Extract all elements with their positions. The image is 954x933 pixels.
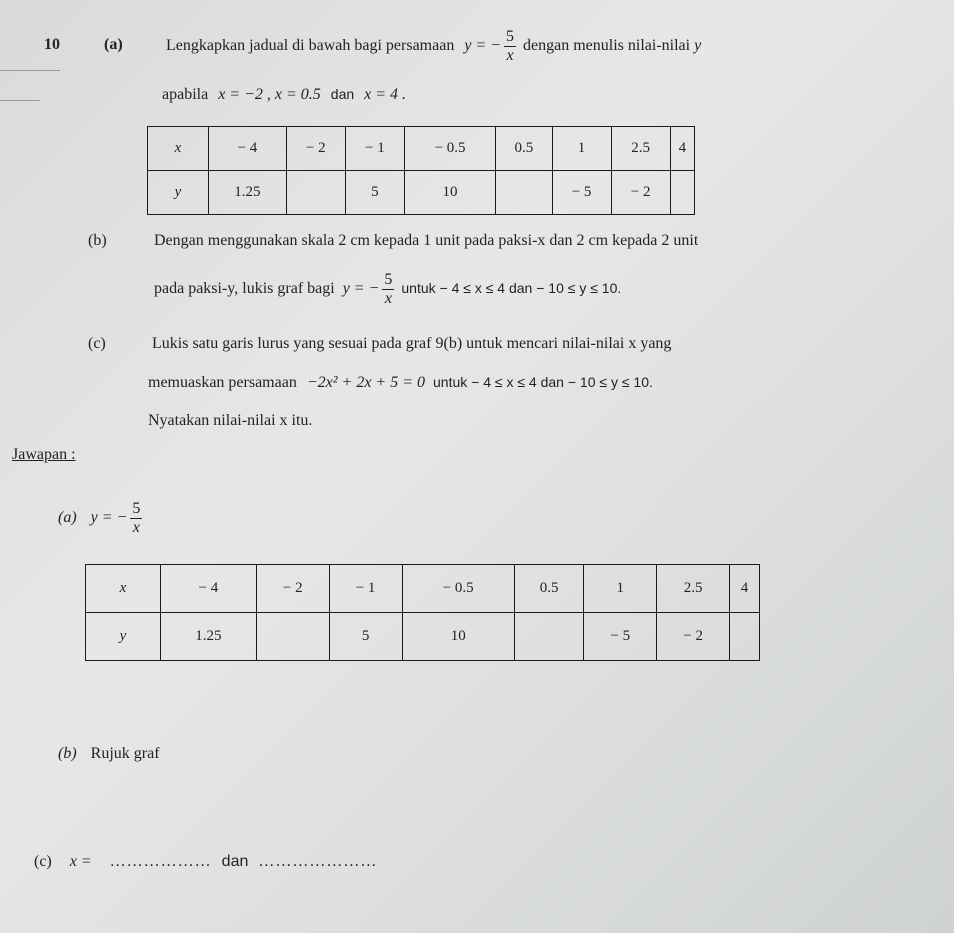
part-a-label: (a) <box>104 36 123 53</box>
answer-part-c-label: (c) <box>34 853 52 870</box>
answer-part-b-label: (b) <box>58 745 77 762</box>
answer-heading: Jawapan : <box>12 446 76 463</box>
answer-table-y-row <box>86 613 760 661</box>
table-cell: 1 <box>552 127 611 171</box>
table-cell: − 2 <box>657 613 730 661</box>
page-edge-mark <box>0 70 60 71</box>
answer-blank-2[interactable]: ………………… <box>258 853 378 870</box>
table-cell: 10 <box>402 613 514 661</box>
part-a-line2-values: x = −2 , x = 0.5 <box>218 86 321 103</box>
part-b-label: (b) <box>88 232 107 249</box>
table-x-label: x <box>148 127 209 171</box>
table-cell-blank[interactable] <box>730 613 760 661</box>
part-c-line3: Nyatakan nilai-nilai x itu. <box>148 412 313 429</box>
answer-part-c-dan: dan <box>221 853 249 870</box>
part-b-line2 <box>154 268 621 309</box>
table-cell: − 2 <box>611 171 670 215</box>
part-c-line2 <box>148 374 653 392</box>
answer-table-x-row <box>86 565 760 613</box>
table-cell: 0.5 <box>496 127 552 171</box>
table-cell: − 5 <box>552 171 611 215</box>
part-a-line2 <box>162 86 406 104</box>
table-cell: 1 <box>584 565 657 613</box>
part-c-line2-suffix: untuk − 4 ≤ x ≤ 4 dan − 10 ≤ y ≤ 10. <box>433 374 653 390</box>
equation-lhs: y = − <box>464 37 502 54</box>
table-cell-blank[interactable] <box>670 171 694 215</box>
table-cell: 2.5 <box>657 565 730 613</box>
part-a-line1-prefix: Lengkapkan jadual di bawah bagi persamaan <box>166 37 455 54</box>
equation-denominator: x <box>384 289 392 307</box>
table-cell-blank[interactable] <box>256 613 329 661</box>
table-cell: − 2 <box>256 565 329 613</box>
answer-part-c <box>34 853 377 871</box>
answer-part-b-text: Rujuk graf <box>90 745 160 762</box>
answer-part-b <box>58 745 160 763</box>
part-b-line2-suffix: untuk − 4 ≤ x ≤ 4 dan − 10 ≤ y ≤ 10. <box>401 280 622 296</box>
answer-part-a-label: (a) <box>58 509 77 526</box>
table-cell: 1.25 <box>209 171 287 215</box>
part-a-line2-prefix: apabila <box>162 86 209 103</box>
part-a-line2-dan: dan <box>330 86 355 102</box>
question-table-x-row <box>148 127 695 171</box>
part-a-line2-last: x = 4 . <box>364 86 407 103</box>
part-b-line1: Dengan menggunakan skala 2 cm kepada 1 unit pada paksi-x dan 2 cm kepada 2 unit <box>154 232 699 249</box>
table-cell: − 4 <box>161 565 257 613</box>
equation-fraction <box>130 500 142 537</box>
equation-fraction <box>504 28 516 65</box>
table-cell: 4 <box>730 565 760 613</box>
table-cell: 5 <box>345 171 404 215</box>
part-c-line2-prefix: memuaskan persamaan <box>148 374 297 391</box>
table-cell: 2.5 <box>611 127 670 171</box>
answer-part-a <box>58 498 145 538</box>
answer-blank-1[interactable]: ……………… <box>109 853 212 870</box>
equation-numerator: 5 <box>132 499 141 517</box>
table-cell: 5 <box>329 613 402 661</box>
answer-part-c-x: x = <box>69 853 92 870</box>
equation-numerator: 5 <box>506 27 515 45</box>
question-table <box>147 126 695 215</box>
part-a-line1 <box>166 26 701 66</box>
table-cell: 0.5 <box>514 565 583 613</box>
table-cell: − 2 <box>286 127 345 171</box>
table-cell: − 0.5 <box>404 127 495 171</box>
part-c-line2-equation: −2x² + 2x + 5 = 0 <box>306 374 426 391</box>
table-cell-blank[interactable] <box>286 171 345 215</box>
part-a-line1-var: y <box>694 37 702 54</box>
page-edge-mark <box>0 100 40 101</box>
table-cell: − 5 <box>584 613 657 661</box>
part-c-label: (c) <box>88 335 106 352</box>
table-cell: 1.25 <box>161 613 257 661</box>
equation-denominator: x <box>132 518 140 536</box>
question-table-y-row <box>148 171 695 215</box>
equation-lhs: y = − <box>342 280 380 297</box>
table-x-label: x <box>86 565 161 613</box>
table-cell: − 0.5 <box>402 565 514 613</box>
table-cell-blank[interactable] <box>514 613 583 661</box>
table-y-label: y <box>86 613 161 661</box>
question-number: 10 <box>44 36 60 53</box>
table-cell: 10 <box>404 171 495 215</box>
table-cell: − 1 <box>329 565 402 613</box>
equation-lhs: y = − <box>90 509 128 526</box>
answer-table <box>85 564 760 661</box>
table-cell: − 4 <box>209 127 287 171</box>
table-cell-blank[interactable] <box>496 171 552 215</box>
table-cell: 4 <box>670 127 694 171</box>
table-cell: − 1 <box>345 127 404 171</box>
equation-numerator: 5 <box>384 270 393 288</box>
part-a-line1-suffix: dengan menulis nilai-nilai <box>523 37 691 54</box>
equation-denominator: x <box>506 46 514 64</box>
table-y-label: y <box>148 171 209 215</box>
part-c-line1: Lukis satu garis lurus yang sesuai pada graf 9(b) untuk mencari nilai-nilai x yang <box>152 335 672 352</box>
part-b-line2-prefix: pada paksi-y, lukis graf bagi <box>154 280 335 297</box>
equation-fraction <box>382 271 394 308</box>
